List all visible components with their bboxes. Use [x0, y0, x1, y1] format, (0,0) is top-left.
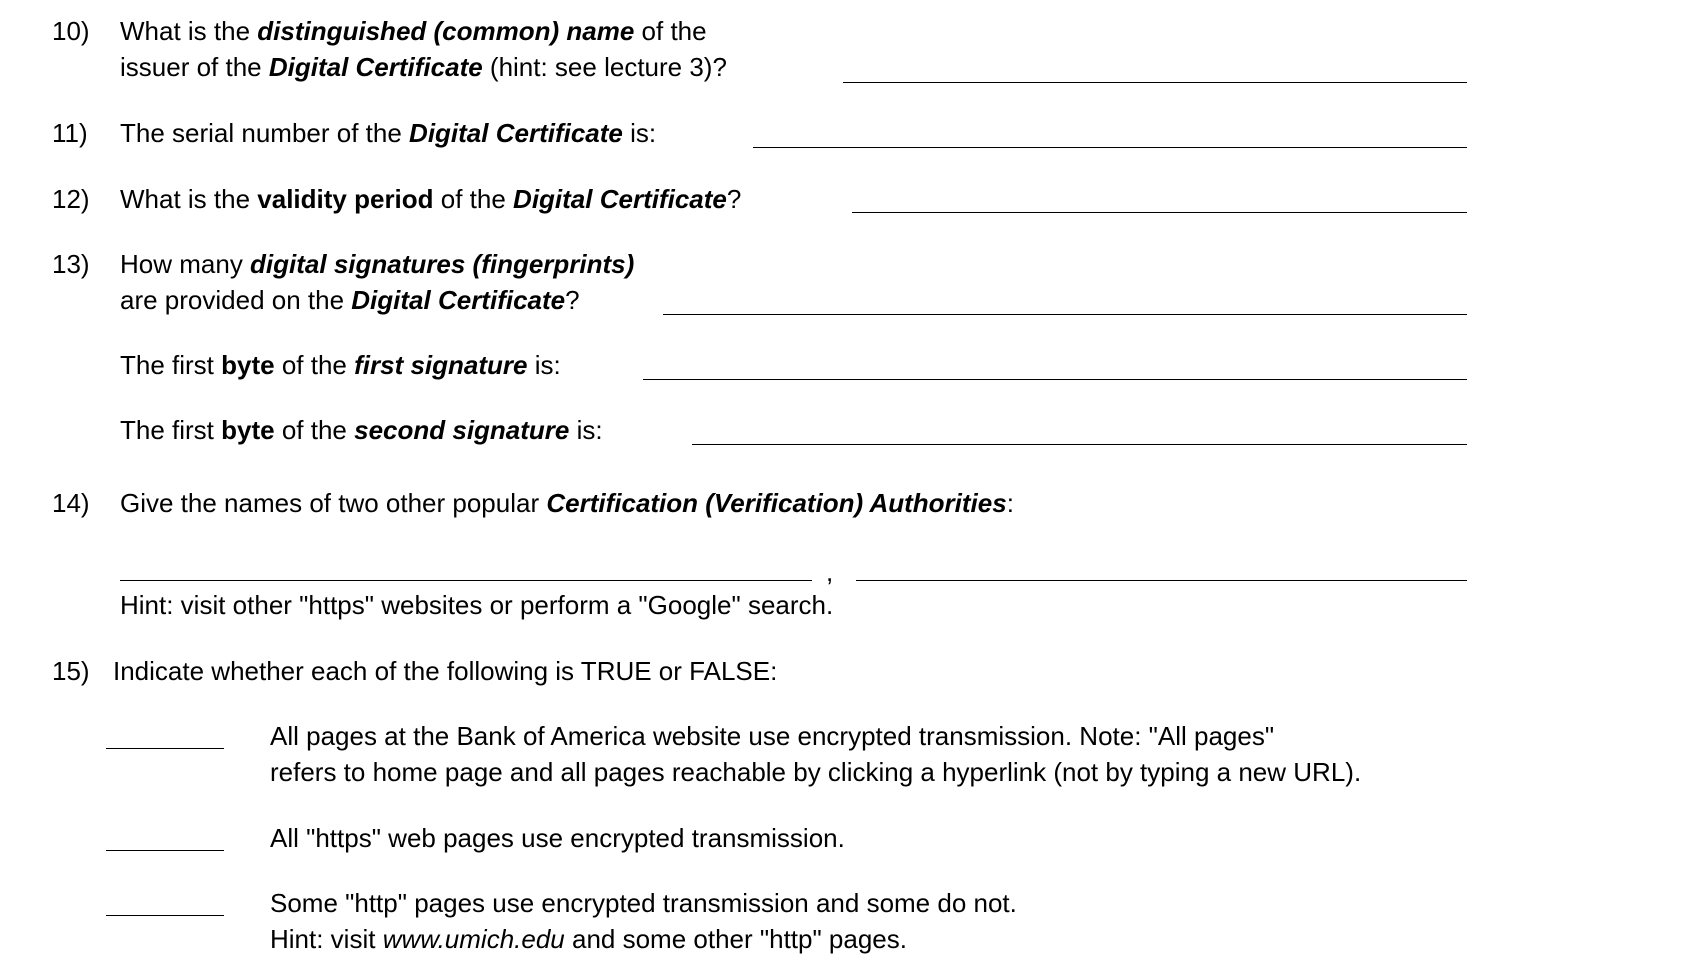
answer-blank-14-second[interactable]	[856, 580, 1467, 581]
statement-line-1: Some "http" pages use encrypted transmission and some do not.	[270, 888, 1017, 918]
answer-blank-13-count[interactable]	[663, 314, 1467, 315]
question-text: What is the validity period of the Digital Certificate?	[120, 184, 742, 214]
answer-blank-10[interactable]	[843, 82, 1467, 83]
question-text-line-2: issuer of the Digital Certificate (hint: see lecture 3)?	[120, 52, 727, 82]
second-signature-prompt: The first byte of the second signature is:	[120, 415, 603, 445]
question-text-line-1: How many digital signatures (fingerprints)	[120, 249, 635, 279]
question-number: 12)	[52, 184, 90, 214]
answer-blank-13-second-byte[interactable]	[692, 444, 1467, 445]
question-number: 10)	[52, 16, 90, 46]
first-signature-prompt: The first byte of the first signature is:	[120, 350, 561, 380]
true-false-blank[interactable]	[106, 850, 224, 851]
hint-text: Hint: visit other "https" websites or perform a "Google" search.	[120, 590, 834, 620]
question-number: 15)	[52, 656, 90, 686]
question-text: The serial number of the Digital Certificate is:	[120, 118, 657, 148]
question-number: 14)	[52, 488, 90, 518]
statement-line-2: Hint: visit www.umich.edu and some other "http" pages.	[270, 924, 907, 954]
answer-blank-11[interactable]	[753, 147, 1467, 148]
question-number: 11)	[52, 118, 88, 148]
question-text: Give the names of two other popular Certification (Verification) Authorities:	[120, 488, 1014, 518]
statement-line-2: refers to home page and all pages reachable by clicking a hyperlink (not by typing a new URL).	[270, 757, 1362, 787]
question-number: 13)	[52, 249, 90, 279]
answer-blank-13-first-byte[interactable]	[643, 379, 1467, 380]
question-text-line-2: are provided on the Digital Certificate?	[120, 285, 580, 315]
answer-blank-12[interactable]	[852, 212, 1467, 213]
question-text-line-1: What is the distinguished (common) name of the	[120, 16, 707, 46]
statement-line-1: All "https" web pages use encrypted transmission.	[270, 823, 845, 853]
comma-separator: ,	[826, 557, 834, 587]
true-false-blank[interactable]	[106, 915, 224, 916]
statement-line-1: All pages at the Bank of America website use encrypted transmission. Note: "All pages"	[270, 721, 1275, 751]
true-false-blank[interactable]	[106, 748, 224, 749]
answer-blank-14-first[interactable]	[120, 580, 812, 581]
question-text: Indicate whether each of the following is TRUE or FALSE:	[113, 656, 778, 686]
